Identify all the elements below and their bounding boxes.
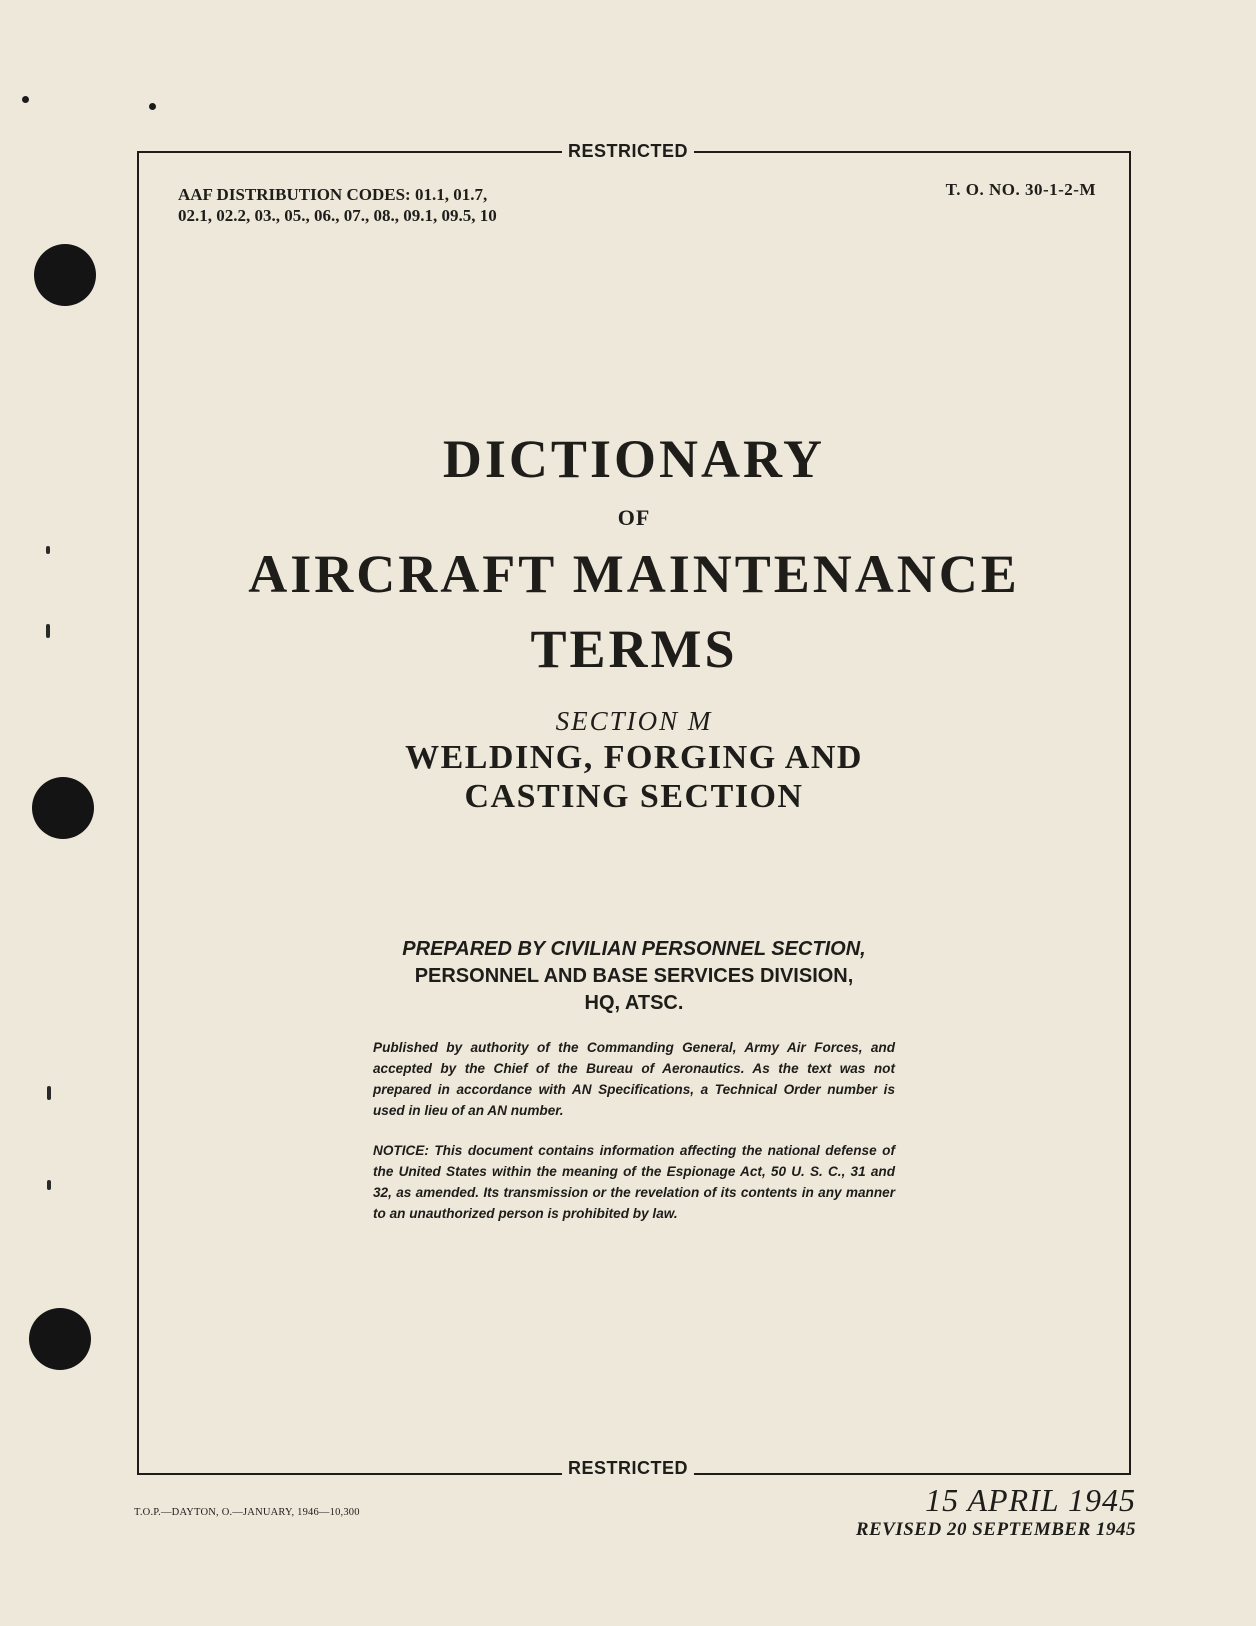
section-label: SECTION M xyxy=(555,706,713,736)
prepared-by xyxy=(137,936,1131,1017)
margin-dot xyxy=(22,96,29,103)
margin-speck xyxy=(47,1086,51,1100)
section-subtitle xyxy=(137,738,1131,816)
notice-paragraph: NOTICE: This document contains information affecting the national defense of the United States within the meaning of the Espionage Act, 50 U. S. C., 31 and 32, as amended. Its transmission or the revelation of its contents in any manner to an unauthorized person is prohibited by law. xyxy=(373,1143,895,1221)
subtitle-line-1: WELDING, FORGING AND xyxy=(405,739,863,776)
prepared-line-3: HQ, ATSC. xyxy=(584,992,684,1014)
restricted-label-bottom: RESTRICTED xyxy=(562,1458,694,1479)
binder-hole-bottom xyxy=(29,1308,91,1370)
margin-speck xyxy=(46,624,50,638)
title-aircraft-maintenance: AIRCRAFT MAINTENANCE xyxy=(248,544,1020,604)
margin-dot xyxy=(149,103,156,110)
title-dictionary: DICTIONARY xyxy=(442,429,826,489)
margin-speck xyxy=(47,1180,51,1190)
subtitle-line-2: CASTING SECTION xyxy=(464,778,804,815)
prepared-line-1: PREPARED BY CIVILIAN PERSONNEL SECTION, xyxy=(402,938,866,960)
prepared-line-2: PERSONNEL AND BASE SERVICES DIVISION, xyxy=(414,965,854,987)
restricted-label-top: RESTRICTED xyxy=(562,141,694,162)
distribution-codes: AAF DISTRIBUTION CODES: 01.1, 01.7, 02.1, 02.2, 03., 05., 06., 07., 08., 09.1, 09.5, 10 xyxy=(178,185,497,225)
technical-order-number: T. O. NO. 30-1-2-M xyxy=(945,180,1096,199)
title-terms: TERMS xyxy=(530,619,738,679)
binder-hole-top xyxy=(34,244,96,306)
title-of: OF xyxy=(617,505,651,530)
binder-hole-middle xyxy=(32,777,94,839)
margin-speck xyxy=(46,546,50,554)
printer-imprint: T.O.P.—DAYTON, O.—JANUARY, 1946—10,300 xyxy=(134,1507,360,1518)
published-authority-paragraph: Published by authority of the Commanding General, Army Air Forces, and accepted by the Chief of the Bureau of Aeronautics. As the text was not prepared in accordance with AN Specifications, a Technical Order number is used in lieu of an AN number. xyxy=(373,1040,895,1118)
revised-date: REVISED 20 SEPTEMBER 1945 xyxy=(855,1519,1136,1540)
publication-date: 15 APRIL 1945 xyxy=(925,1482,1136,1518)
